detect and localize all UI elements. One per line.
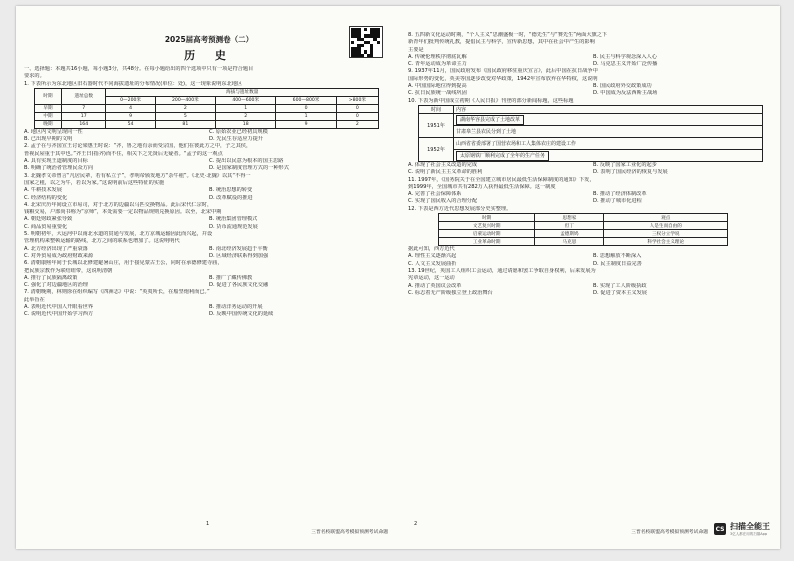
- option: C. 说明了新民主主义革命的胜利: [408, 169, 483, 176]
- page-footer: 三晋名校联盟高考模拟预测考试命题: [631, 530, 708, 535]
- question-7: 7. 清朝晚期，林则徐在组织编写《四洲志》中说：“英夷所长，在船坚炮利而已。”: [24, 289, 210, 296]
- table-cell: 1: [276, 112, 336, 120]
- table-header: 时期: [35, 88, 62, 104]
- news-table: [418, 105, 763, 162]
- scanner-logo: [714, 521, 770, 537]
- table-header: 时期: [439, 214, 535, 222]
- scanned-exam-sheet: [16, 6, 780, 549]
- qr-module: [361, 44, 364, 47]
- table-cell: 但丁: [535, 222, 604, 230]
- table-cell: 1: [216, 104, 276, 112]
- option: D. 先民生存适应力提升: [209, 136, 263, 143]
- option: D. 促进了资本主义发展: [593, 289, 647, 296]
- page-left: [24, 6, 394, 549]
- option: A. 牛耕技术发展: [24, 187, 62, 194]
- question-8: 8. 五四新文化运动时期，“个人主义”思潮盛极一时，“德先生”与“赛先生”两面大旗之下: [408, 32, 608, 38]
- question-9: 国际形势的变化，英美等国逐步改变对华政策，1942年宣布放弃在华特权，这说明: [408, 75, 598, 82]
- option: A. 传统伦理秩序彻底瓦解: [408, 53, 467, 60]
- table-cell: 1951年: [419, 113, 454, 137]
- qr-module: [361, 54, 364, 57]
- table-cell: [454, 125, 763, 137]
- table-cell: 0: [336, 112, 378, 120]
- option: A. 朝廷财政紧张导致: [24, 216, 73, 223]
- option: B. 推动了经济体制改革: [593, 191, 647, 198]
- option: A. 推行了民族隔离政策: [24, 274, 78, 281]
- logo-subtitle: 3亿人都在用的扫描App: [730, 532, 768, 536]
- option: B. 反映了国家工业化的起步: [593, 161, 657, 168]
- table-cell: 2: [216, 112, 276, 120]
- question-4: 4. 北宋庆历年间设立市易司，对于北方的边疆以马匹交换物品。此后宋代仁宗时，: [24, 201, 213, 208]
- option: C. 原始农业已经初具规模: [209, 128, 268, 135]
- table-cell: 2: [155, 104, 215, 112]
- table-row: [419, 137, 763, 149]
- option: A. 北方经济出现了严重衰落: [24, 245, 88, 252]
- table-header: 观点: [604, 214, 728, 222]
- table-cell: 18: [216, 120, 276, 128]
- table-header: 遗址总数: [62, 88, 106, 104]
- table-header: 600—800米: [276, 96, 336, 104]
- question-9: 9. 1937年11月，国民政府发布《国民政府移驻重庆宣言》，此后中国在抗日战争中: [408, 68, 598, 75]
- table-cell: [454, 149, 763, 161]
- table-cell: 2: [336, 120, 378, 128]
- page-number: 1: [206, 521, 210, 527]
- table-cell: 81: [155, 120, 215, 128]
- options-q1: [24, 129, 394, 144]
- table-cell: 中期: [35, 112, 62, 120]
- question-11: 11. 1997年，《国务院关于在全国建立城市居民最低生活保障制度的通知》下发，: [408, 176, 595, 183]
- option: C. 抗日民族统一战线巩固: [408, 90, 467, 97]
- question-4: 钱粮交易，户部尚书称为“京师”，本处需要一定以物品规则兑换原因。以至，北宋中期: [24, 209, 222, 216]
- table-row: [419, 125, 763, 137]
- option: C. 经济结构的变化: [24, 194, 68, 201]
- option: C. 实现了国民收入的合理分配: [408, 198, 478, 205]
- page-footer: 三晋名校联盟高考模拟预测考试命题: [311, 530, 388, 535]
- table-cell: [454, 137, 763, 149]
- table-cell: 1952年: [419, 137, 454, 161]
- option: D. 是国家制度管理方式的一种形式: [209, 165, 289, 172]
- question-8: 新青年们批判传统礼教，提倡民主与科学，宣传新思想，其中在社会中产生的影响: [408, 39, 595, 46]
- news-headline: 甘肃皋兰县农民分到了土地: [456, 128, 517, 135]
- qr-code: [349, 26, 383, 58]
- options-q6: [24, 275, 394, 290]
- instructions-line: 要求的。: [24, 73, 45, 80]
- question-2: 皆视民屋重于其中也。”齐王曰(指齐)而不住，相关下之先贤后无疑者。“孟子的这一观点: [24, 150, 223, 157]
- table-header: >800米: [336, 96, 378, 104]
- qr-module: [351, 41, 354, 44]
- table-cell: 0: [336, 104, 378, 112]
- table-header: 400—600米: [216, 96, 276, 104]
- option: C. 商品贸易重要化: [24, 223, 68, 230]
- option: B. 思想解放不断深入: [593, 253, 642, 260]
- option: B. 实现了工人阶级执政: [593, 282, 647, 289]
- question-5: 5. 明朝初年，大运河中以南北水道的贯通与发展，北方京城运输因此而兴起，并设: [24, 231, 213, 238]
- option: B. 统治思想的转变: [209, 187, 253, 194]
- table-cell: 164: [62, 120, 106, 128]
- table-cell: 54: [106, 120, 155, 128]
- qr-module: [370, 54, 373, 57]
- table-cell: [454, 113, 763, 125]
- option: B. 推动洋务运动的开展: [209, 304, 263, 311]
- option: C. 对外贸易成为政府财政来源: [24, 252, 94, 259]
- option: A. 完善了社会保障体系: [408, 191, 462, 198]
- table-cell: 人是生而自由的: [604, 222, 728, 230]
- option: B. 已出现早期的文明: [24, 136, 73, 143]
- question-12-lead: 据此可知，西方近代: [408, 246, 455, 253]
- option: D. 促进了各民族文化交融: [209, 282, 269, 289]
- site-table: [34, 88, 379, 129]
- table-header: 内容: [454, 105, 763, 113]
- option: D. 民主制度日益完善: [593, 260, 642, 267]
- table-row: [419, 113, 763, 125]
- option: B. 民主与科学观念深入人心: [593, 53, 657, 60]
- option: A. 理性主义逐渐兴起: [408, 253, 457, 260]
- option: D. 区域经济联系得到加强: [209, 252, 269, 259]
- question-block-right: [408, 32, 778, 297]
- table-header: 200—400米: [155, 96, 215, 104]
- logo-name: 扫描全能王: [730, 522, 770, 531]
- question-7: 此举旨在: [24, 296, 45, 303]
- table-cell: 文艺复兴时期: [439, 222, 535, 230]
- table-cell: 早期: [35, 104, 62, 112]
- options-q5: [24, 246, 394, 261]
- option: A. 地区内文明呈现同一性: [24, 128, 83, 135]
- table-header: 思想家: [535, 214, 604, 222]
- news-headline: 太原钢铁厂顺利完成了全年的生产任务: [456, 151, 549, 161]
- table-cell: 0: [276, 104, 336, 112]
- options-q10: [408, 162, 778, 177]
- option: D. 中国成为反法西斯主战场: [593, 90, 658, 97]
- table-row: [35, 104, 379, 112]
- exam-title: 2025届高考预测卷（二）: [164, 35, 254, 44]
- question-3: 3. 北魏孝文帝曾言“凡居民辈，若有私立子”，孝明帝颁发地方“杂牛租”。《北史·北魏》以其“不得一: [24, 172, 251, 179]
- table-cell: 三权分立学说: [604, 230, 728, 238]
- question-6: 6. 清朝康熙年间于长城以北修建避暑山庄，用于接见蒙古王公，同时在承德修建寺庙，: [24, 260, 223, 267]
- option: A. 具有实现王道制度的目标: [24, 158, 88, 165]
- option: D. 表明了国民经济的恢复与发展: [593, 169, 668, 176]
- question-block-left: [24, 66, 394, 319]
- table-cell: 启蒙运动时期: [439, 230, 535, 238]
- option: B. 统治集团管理模式: [209, 216, 258, 223]
- options-q11: [408, 191, 778, 206]
- option: B. 国民政府外交政策成功: [593, 83, 652, 90]
- option: A. 表明近代中国人开眼看世界: [24, 304, 94, 311]
- question-2: 2. 孟子在与齐国宣王讨论梁惠王时说：“齐，鲁之地有余而受宗国，他们在彼此方之中，子之其侯，: [24, 143, 252, 150]
- option: B. 明确了统治者管理民众方向: [24, 165, 94, 172]
- question-6: 把民族宗教作为联结纽带，这说明清朝: [24, 267, 113, 274]
- option: D. 推动了城市化进程: [593, 198, 642, 205]
- option: A. 体现了社会主义改造的完成: [408, 161, 478, 168]
- subject-title: 历 史: [184, 49, 234, 62]
- options-q9: [408, 83, 778, 98]
- news-headline: 湖南华容县完成了土地改革: [456, 115, 524, 125]
- option: C. 标志着无产阶级独立登上政治舞台: [408, 289, 493, 296]
- question-8: 主要是: [408, 46, 424, 53]
- table-row: [439, 238, 728, 246]
- option: B. 南北经济发展趋于平衡: [209, 245, 268, 252]
- question-12: 12. 下表是西方近代思想发展部分史实整理。: [408, 205, 512, 212]
- qr-module: [377, 41, 380, 44]
- table-group-header: 海拔与遗址数量: [106, 88, 379, 96]
- ideas-table: [438, 213, 728, 246]
- question-13: 宪章运动，这一运动: [408, 275, 455, 282]
- table-cell: 科学社会主义理论: [604, 238, 728, 246]
- cs-logo-icon: CS: [714, 523, 726, 535]
- qr-module: [364, 28, 367, 31]
- instructions-line: 一、选择题：本题共16小题，每小题3分，共48分。在每小题给出的四个选项中只有一项是符合题目: [24, 66, 254, 72]
- options-q7: [24, 304, 394, 319]
- table-row: [35, 112, 379, 120]
- table-cell: 工业革命时期: [439, 238, 535, 246]
- table-row: [439, 222, 728, 230]
- qr-module: [377, 34, 380, 37]
- table-cell: 9: [106, 112, 155, 120]
- option: A. 中国国际地位得到提高: [408, 83, 467, 90]
- option: D. 改革赋役的推进: [209, 194, 253, 201]
- table-cell: 孟德斯鸠: [535, 230, 604, 238]
- options-q8: [408, 54, 778, 69]
- option: D. 货币流通规范发展: [209, 223, 258, 230]
- table-cell: 5: [155, 112, 215, 120]
- table-cell: 4: [106, 104, 155, 112]
- news-headline: 山西省省委部署了国营农场和工人集体农庄的建设工作: [456, 140, 577, 147]
- option: A. 推动了英国议会改革: [408, 282, 462, 289]
- option: C. 青年运动成为革命主力: [408, 61, 467, 68]
- options-q13: [408, 283, 778, 298]
- option: C. 说明近代中国开始学习西方: [24, 311, 94, 318]
- option: D. 反映中国传统文化的延续: [209, 311, 274, 318]
- table-row: [35, 120, 379, 128]
- table-cell: 晚期: [35, 120, 62, 128]
- table-header: 时间: [419, 105, 454, 113]
- question-11: 到1999年，全国城市共有282万人获得最低生活保障。这一制度: [408, 183, 556, 190]
- option: C. 提出以民意为根本的国主思路: [209, 158, 284, 165]
- page-right: [408, 6, 778, 549]
- question-3: 国家之租，以之为牛，若以为家。”这说明前后这些特征的实施: [24, 179, 165, 186]
- options-q3: [24, 187, 394, 202]
- option: C. 人文主义发展曲折: [408, 260, 457, 267]
- options-q2: [24, 158, 394, 173]
- option: B. 推广了藏传佛教: [209, 274, 253, 281]
- table-row: [419, 149, 763, 161]
- table-row: [439, 230, 728, 238]
- table-cell: 7: [62, 104, 106, 112]
- options-q12: [408, 253, 778, 268]
- table-cell: 17: [62, 112, 106, 120]
- table-cell: 马克思: [535, 238, 604, 246]
- question-10: 10. 下表为新中国成立初期《人民日报》刊登的部分新闻标题，这些标题: [408, 97, 574, 104]
- question-1: 1. 下表所示为东北地区旧石器时代不同海拔遗址的分布情况(单位：处)，这一现象说明东北地区: [24, 80, 243, 87]
- options-q4: [24, 216, 394, 231]
- option: C. 强化了对边疆地区的治理: [24, 282, 88, 289]
- option: D. 马克思主义开始广泛传播: [593, 61, 658, 68]
- question-5: 管理机构来整顿运输的路线，北方之间的联系也增加了。这说明明代: [24, 238, 180, 245]
- table-header: 0—200米: [106, 96, 155, 104]
- table-cell: 9: [276, 120, 336, 128]
- page-number: 2: [414, 521, 418, 527]
- question-13: 13. 19世纪，英国工人组织工会运动，通过请愿和罢工争取自身权利，后来发展为: [408, 267, 596, 274]
